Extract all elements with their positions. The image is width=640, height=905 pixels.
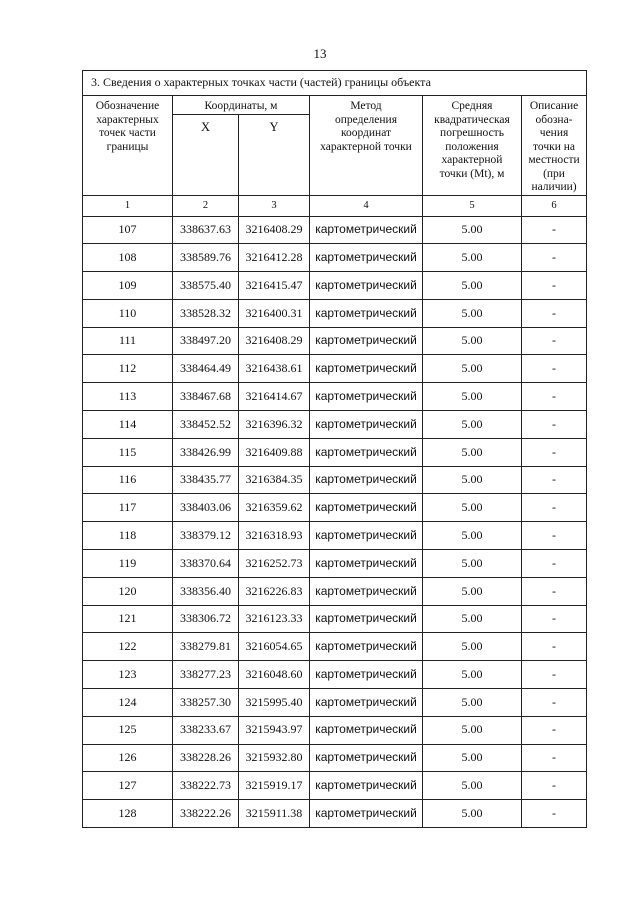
cell-x: 338277.23 [173, 661, 239, 689]
cell-description: - [522, 689, 587, 717]
cell-y: 3216396.32 [239, 411, 310, 439]
table-row [83, 411, 587, 439]
cell-x: 338497.20 [173, 327, 239, 355]
cell-error: 5.00 [423, 633, 522, 661]
cell-point: 121 [83, 605, 173, 633]
cell-y: 3216318.93 [239, 522, 310, 550]
cell-y: 3216359.62 [239, 494, 310, 522]
cell-x: 338589.76 [173, 244, 239, 272]
cell-point: 126 [83, 744, 173, 772]
cell-method: картометрический [310, 299, 423, 327]
table-row [83, 299, 587, 327]
cell-error: 5.00 [423, 605, 522, 633]
cell-y: 3216412.28 [239, 244, 310, 272]
cell-description: - [522, 299, 587, 327]
cell-point: 118 [83, 522, 173, 550]
cell-y: 3215932.80 [239, 744, 310, 772]
table-row [83, 244, 587, 272]
cell-point: 124 [83, 689, 173, 717]
cell-method: картометрический [310, 744, 423, 772]
cell-point: 123 [83, 661, 173, 689]
cell-method: картометрический [310, 716, 423, 744]
cell-x: 338637.63 [173, 216, 239, 244]
table-row [83, 633, 587, 661]
cell-y: 3216414.67 [239, 383, 310, 411]
cell-y: 3216226.83 [239, 577, 310, 605]
column-number: 5 [423, 195, 522, 216]
cell-error: 5.00 [423, 494, 522, 522]
cell-y: 3216408.29 [239, 216, 310, 244]
cell-x: 338435.77 [173, 466, 239, 494]
cell-x: 338222.26 [173, 800, 239, 828]
cell-y: 3216054.65 [239, 633, 310, 661]
column-numbers-row [83, 195, 587, 216]
cell-y: 3216409.88 [239, 438, 310, 466]
column-number: 1 [83, 195, 173, 216]
cell-description: - [522, 744, 587, 772]
cell-method: картометрический [310, 466, 423, 494]
cell-y: 3216048.60 [239, 661, 310, 689]
cell-y: 3216384.35 [239, 466, 310, 494]
column-number: 2 [173, 195, 239, 216]
cell-error: 5.00 [423, 244, 522, 272]
cell-method: картометрический [310, 411, 423, 439]
cell-method: картометрический [310, 689, 423, 717]
cell-point: 116 [83, 466, 173, 494]
cell-description: - [522, 327, 587, 355]
cell-method: картометрический [310, 494, 423, 522]
cell-point: 113 [83, 383, 173, 411]
column-number: 3 [239, 195, 310, 216]
cell-method: картометрический [310, 327, 423, 355]
table-row [83, 216, 587, 244]
cell-x: 338426.99 [173, 438, 239, 466]
cell-method: картометрический [310, 522, 423, 550]
table-row [83, 577, 587, 605]
cell-x: 338452.52 [173, 411, 239, 439]
cell-description: - [522, 355, 587, 383]
cell-x: 338379.12 [173, 522, 239, 550]
cell-description: - [522, 272, 587, 300]
cell-y: 3215911.38 [239, 800, 310, 828]
cell-error: 5.00 [423, 800, 522, 828]
cell-description: - [522, 716, 587, 744]
cell-description: - [522, 466, 587, 494]
cell-x: 338575.40 [173, 272, 239, 300]
cell-description: - [522, 800, 587, 828]
cell-description: - [522, 244, 587, 272]
cell-description: - [522, 605, 587, 633]
cell-error: 5.00 [423, 744, 522, 772]
boundary-points-table [82, 70, 587, 828]
cell-x: 338356.40 [173, 577, 239, 605]
cell-error: 5.00 [423, 327, 522, 355]
cell-error: 5.00 [423, 577, 522, 605]
header-coordinates: Координаты, м [173, 96, 310, 115]
cell-point: 110 [83, 299, 173, 327]
cell-description: - [522, 411, 587, 439]
cell-y: 3216415.47 [239, 272, 310, 300]
cell-point: 127 [83, 772, 173, 800]
cell-method: картометрический [310, 605, 423, 633]
cell-description: - [522, 577, 587, 605]
cell-error: 5.00 [423, 661, 522, 689]
cell-error: 5.00 [423, 689, 522, 717]
cell-x: 338467.68 [173, 383, 239, 411]
cell-method: картометрический [310, 772, 423, 800]
table-body [83, 216, 587, 828]
cell-description: - [522, 522, 587, 550]
cell-y: 3215995.40 [239, 689, 310, 717]
cell-x: 338228.26 [173, 744, 239, 772]
table-row [83, 522, 587, 550]
cell-point: 119 [83, 550, 173, 578]
cell-point: 128 [83, 800, 173, 828]
cell-method: картометрический [310, 577, 423, 605]
section-title: 3. Сведения о характерных точках части (частей) границы объекта [83, 71, 587, 96]
header-method: Метод определения координат характерной точки [310, 96, 423, 196]
column-number: 4 [310, 195, 423, 216]
cell-description: - [522, 383, 587, 411]
cell-error: 5.00 [423, 466, 522, 494]
column-number: 6 [522, 195, 587, 216]
cell-y: 3216252.73 [239, 550, 310, 578]
header-error: Средняя квадратическая погрешность положения характерной точки (Mt), м [423, 96, 522, 196]
cell-point: 122 [83, 633, 173, 661]
cell-x: 338257.30 [173, 689, 239, 717]
table-row [83, 466, 587, 494]
cell-y: 3215919.17 [239, 772, 310, 800]
table-row [83, 605, 587, 633]
cell-error: 5.00 [423, 550, 522, 578]
cell-description: - [522, 550, 587, 578]
cell-x: 338464.49 [173, 355, 239, 383]
cell-x: 338279.81 [173, 633, 239, 661]
cell-y: 3216123.33 [239, 605, 310, 633]
cell-x: 338222.73 [173, 772, 239, 800]
cell-x: 338528.32 [173, 299, 239, 327]
cell-error: 5.00 [423, 299, 522, 327]
cell-point: 108 [83, 244, 173, 272]
cell-method: картометрический [310, 272, 423, 300]
cell-y: 3216408.29 [239, 327, 310, 355]
cell-point: 111 [83, 327, 173, 355]
cell-error: 5.00 [423, 216, 522, 244]
page-number: 13 [313, 46, 327, 61]
cell-y: 3215943.97 [239, 716, 310, 744]
cell-method: картометрический [310, 216, 423, 244]
cell-method: картометрический [310, 438, 423, 466]
table-row [83, 689, 587, 717]
table-row [83, 355, 587, 383]
table-row [83, 772, 587, 800]
cell-error: 5.00 [423, 383, 522, 411]
cell-point: 109 [83, 272, 173, 300]
section-title-row [83, 71, 587, 96]
cell-method: картометрический [310, 550, 423, 578]
cell-error: 5.00 [423, 716, 522, 744]
table-row [83, 800, 587, 828]
cell-point: 115 [83, 438, 173, 466]
table-row [83, 383, 587, 411]
cell-point: 114 [83, 411, 173, 439]
header-row [83, 96, 587, 115]
cell-description: - [522, 661, 587, 689]
header-description: Описание обозна- чения точки на местности (при наличии) [522, 96, 587, 196]
table-row [83, 327, 587, 355]
cell-description: - [522, 633, 587, 661]
cell-x: 338233.67 [173, 716, 239, 744]
header-x: X [173, 115, 239, 145]
cell-error: 5.00 [423, 411, 522, 439]
table-row [83, 438, 587, 466]
table-row [83, 272, 587, 300]
cell-description: - [522, 438, 587, 466]
cell-method: картометрический [310, 383, 423, 411]
cell-point: 120 [83, 577, 173, 605]
cell-x: 338370.64 [173, 550, 239, 578]
cell-description: - [522, 216, 587, 244]
cell-error: 5.00 [423, 522, 522, 550]
cell-error: 5.00 [423, 772, 522, 800]
cell-point: 117 [83, 494, 173, 522]
cell-method: картометрический [310, 633, 423, 661]
cell-point: 125 [83, 716, 173, 744]
header-y: Y [239, 115, 310, 145]
table-row [83, 494, 587, 522]
cell-x: 338403.06 [173, 494, 239, 522]
cell-method: картометрический [310, 661, 423, 689]
cell-method: картометрический [310, 244, 423, 272]
table-row [83, 661, 587, 689]
cell-method: картометрический [310, 355, 423, 383]
cell-method: картометрический [310, 800, 423, 828]
cell-y: 3216400.31 [239, 299, 310, 327]
table-row [83, 716, 587, 744]
cell-point: 112 [83, 355, 173, 383]
table-row [83, 744, 587, 772]
cell-y: 3216438.61 [239, 355, 310, 383]
table-row [83, 550, 587, 578]
cell-description: - [522, 772, 587, 800]
cell-error: 5.00 [423, 272, 522, 300]
header-point: Обозначение характерных точек части границы [83, 96, 173, 196]
cell-description: - [522, 494, 587, 522]
cell-x: 338306.72 [173, 605, 239, 633]
cell-error: 5.00 [423, 355, 522, 383]
cell-error: 5.00 [423, 438, 522, 466]
cell-point: 107 [83, 216, 173, 244]
